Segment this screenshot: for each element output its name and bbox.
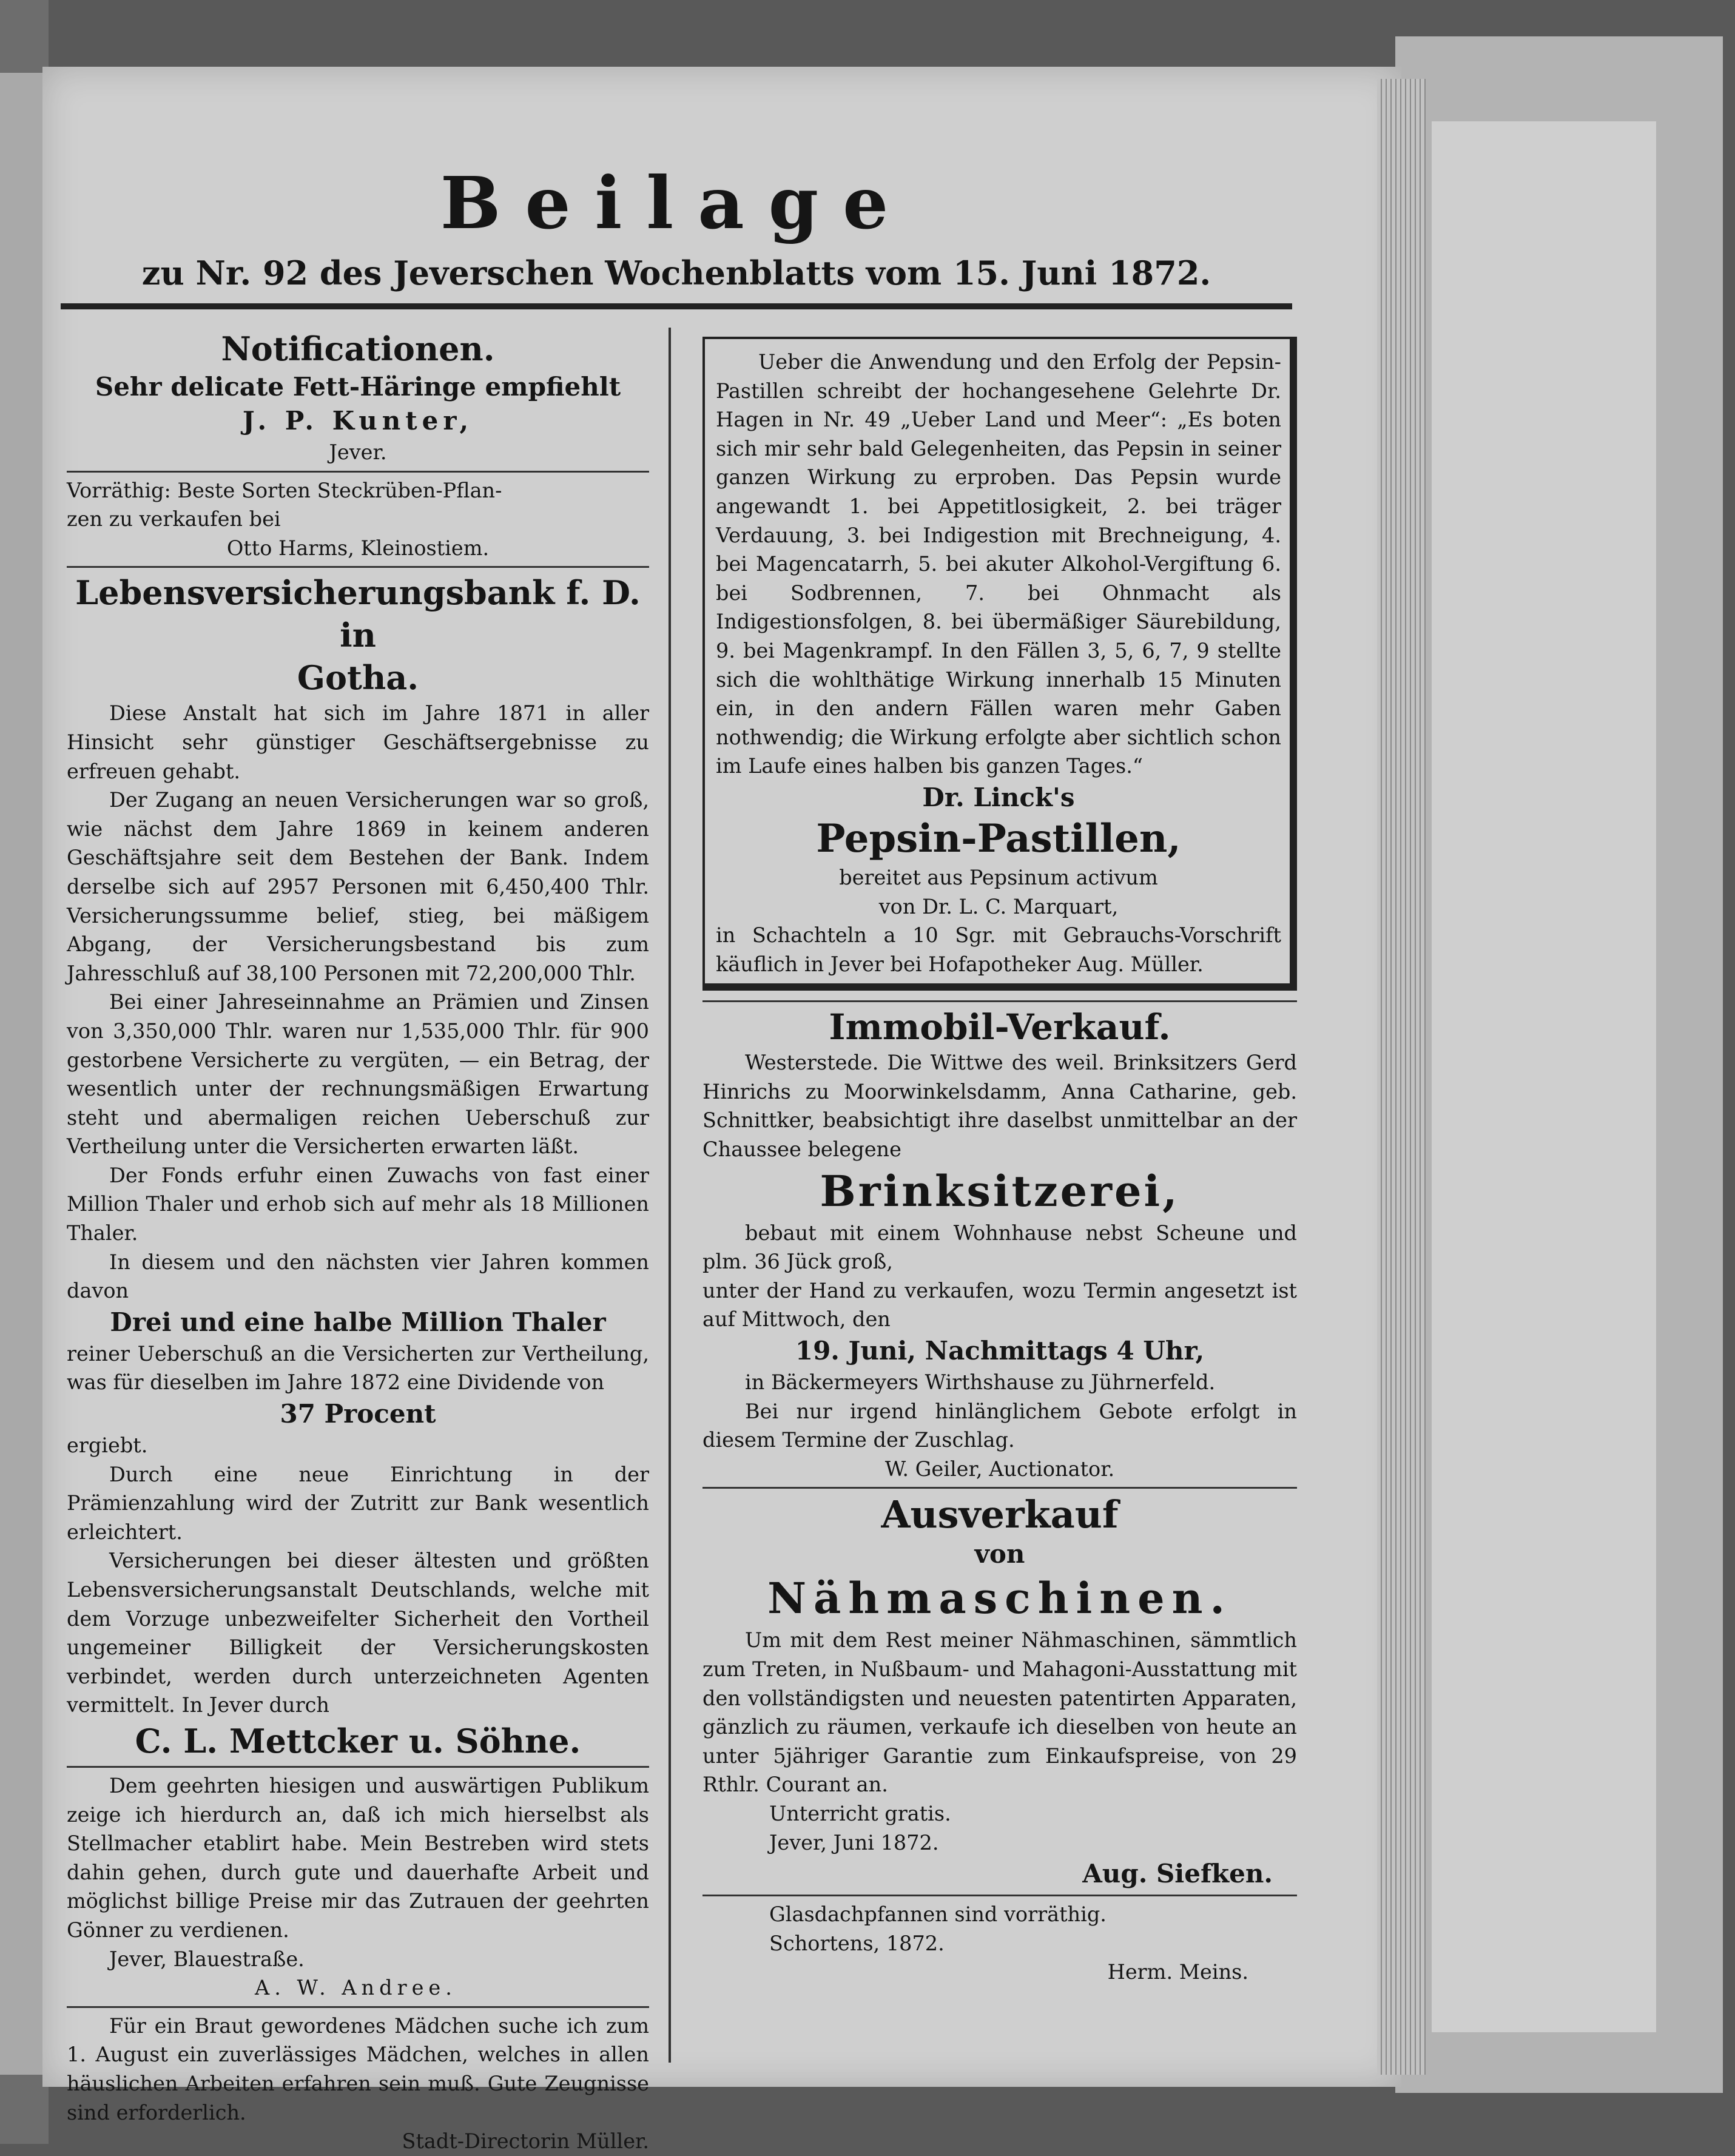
right-column: [702, 337, 1297, 1987]
separator-rule: [67, 1766, 649, 1768]
separator-rule: [702, 1000, 1297, 1002]
braut-paragraph: Für ein Braut gewordenes Mädchen suche ich zum 1. August ein zuverlässiges Mädchen, welches in allen häuslichen Arbeiten erfahren sein muß. Gute Zeugnisse sind erforderlich.: [67, 2013, 649, 2124]
braut-signature: Stadt-Directorin Müller.: [402, 2129, 649, 2154]
bank-paragraph: Diese Anstalt hat sich im Jahre 1871 in aller Hinsicht sehr günstiger Geschäftsergebnisse zu erfreuen gehabt.: [67, 701, 649, 783]
pepsin-title: Pepsin-Pastillen,: [816, 815, 1181, 861]
bank-heading-line-2: Gotha.: [297, 658, 419, 698]
bank-paragraph: Der Zugang an neuen Versicherungen war so groß, wie nächst dem Jahre 1869 in keinem anderen Geschäftsjahre seit dem Bestehen der Bank. Indem derselbe sich auf 2957 Personen mit 6,450,400 Thlr. Versicherungssumme belief, stieg, bei mäßigem Abgang, der Versicherungsbestand bis zum Jahresschluß auf 38,100 Personen mit 72,200,000 Thlr.: [67, 788, 649, 985]
ausverkauf-signature: Aug. Siefken.: [1082, 1859, 1273, 1889]
immobil-paragraph: unter der Hand zu verkaufen, wozu Termin angesetzt ist auf Mittwoch, den: [702, 1278, 1297, 1332]
stellmacher-paragraph: Dem geehrten hiesigen und auswärtigen Publikum zeige ich hierdurch an, daß ich mich hierselbst als Stellmacher etablirt habe. Mein Bestreben wird stets dahin gehen, durch gute und dauerhafte Arbeit und möglichst billige Preise mir das Zutrauen der geehrten Gönner zu verdienen.: [67, 1773, 649, 1942]
bank-paragraph: Der Fonds erfuhr einen Zuwachs von fast einer Million Thaler und erhob sich auf mehr als 18 Millionen Thaler.: [67, 1163, 649, 1245]
separator-rule: [702, 1487, 1297, 1489]
glasdach-signature: Herm. Meins.: [1107, 1960, 1248, 1984]
ausverkauf-paragraph: Um mit dem Rest meiner Nähmaschinen, sämmtlich zum Treten, in Nußbaum- und Mahagoni-Ausstattung mit den vollständigsten und neuesten patentirten Apparaten, gänzlich zu räumen, verkaufe ich dieselben von heute an unter 5jähriger Garantie zum Einkaufspreise, von 29 Rthlr. Courant an.: [702, 1628, 1297, 1797]
bank-paragraph: Durch eine neue Einrichtung in der Prämienzahlung wird der Zutritt zur Bank wesentlich erleichtert.: [67, 1462, 649, 1544]
ausverkauf-heading: Ausverkauf: [881, 1492, 1119, 1537]
separator-rule: [67, 2006, 649, 2008]
bank-paragraph: Bei einer Jahreseinnahme an Prämien und Zinsen von 3,350,000 Thlr. waren nur 1,535,000 Thlr. für 900 gestorbene Versicherte zu vergüten, — ein Betrag, der wesentlich unter der rechnungsmäßigen Erwartung steht und abermaligen reichen Ueberschuß zur Vertheilung unter die Versicherten erwarten läßt.: [67, 990, 649, 1159]
vorraethig-line-2: zen zu verkaufen bei: [67, 507, 281, 531]
pepsin-brand: Dr. Linck's: [922, 782, 1075, 812]
masthead-rule: [61, 303, 1292, 309]
bank-paragraph: ergiebt.: [67, 1433, 148, 1458]
vorraethig-signature: Otto Harms, Kleinostiem.: [226, 536, 490, 560]
notifications-heading: Notificationen.: [221, 329, 495, 368]
immobil-paragraph: Westerstede. Die Wittwe des weil. Brinksitzers Gerd Hinrichs zu Moorwinkelsdamm, Anna Catharine, geb. Schnittker, beabsichtigt ihre daselbst unmittelbar an der Chaussee belegene: [702, 1051, 1297, 1162]
vorraethig-line-1: Vorräthig: Beste Sorten Steckrüben-Pflan-: [67, 478, 502, 502]
glasdach-place: Schortens, 1872.: [769, 1931, 945, 1955]
separator-rule: [67, 471, 649, 473]
immobil-signature: W. Geiler, Auctionator.: [884, 1457, 1115, 1481]
immobil-paragraph: bebaut mit einem Wohnhause nebst Scheune und plm. 36 Jück groß,: [702, 1221, 1297, 1274]
ausverkauf-highlight: Nähmaschinen.: [767, 1573, 1232, 1624]
immobil-heading: Immobil-Verkauf.: [829, 1006, 1171, 1048]
bank-agent: C. L. Mettcker u. Söhne.: [135, 1721, 581, 1760]
bank-highlight: Drei und eine halbe Million Thaler: [110, 1307, 606, 1337]
hering-ad-place: Jever.: [329, 440, 387, 464]
previous-page-edge: [0, 73, 42, 2075]
separator-rule: [702, 1895, 1297, 1896]
left-column: [67, 328, 649, 2156]
bank-paragraph: In diesem und den nächsten vier Jahren kommen davon: [67, 1250, 649, 1303]
page-stack-edges: [1377, 79, 1426, 2075]
pepsin-paragraph: Ueber die Anwendung und den Erfolg der Pepsin-Pastillen schreibt der hochangesehene Gelehrte Dr. Hagen in Nr. 49 „Ueber Land und Meer“: „Es boten sich mir sehr bald Gelegenheiten, das Pepsin in seiner ganzen Wirkung zu erproben. Das Pepsin wurde angewandt 1. bei Appetitlosigkeit, 2. bei träger Verdauung, 3. bei Indigestion mit Brechneigung, 4. bei Magencatarrh, 5. bei akuter Alkohol-Vergiftung 6. bei Sodbrennen, 7. bei Ohnmacht als Indigestionsfolgen, 8. bei übermäßiger Säurebildung, 9. bei Magenkrampf. In den Fällen 3, 5, 6, 7, 9 stellte sich die wohlthätige Wirkung innerhalb 15 Minuten ein, in den andern Fällen waren mehr Gaben nothwendig; die Wirkung erfolgte aber sichtlich schon im Laufe eines halben bis ganzen Tages.“: [716, 350, 1281, 778]
stellmacher-place: Jever, Blauestraße.: [109, 1947, 305, 1971]
bank-paragraph: Versicherungen bei dieser ältesten und größten Lebensversicherungsanstalt Deutschlands, welche mit dem Vorzuge unbezweifelter Sicherheit den Vortheil ungemeiner Billigkeit der Versicherungskosten verbindet, werden durch unterzeichneten Agenten vermittelt. In Jever durch: [67, 1549, 649, 1717]
glasdach-line: Glasdachpfannen sind vorräthig.: [769, 1902, 1107, 1927]
bank-percent: 37 Procent: [280, 1399, 436, 1429]
pepsin-line: bereitet aus Pepsinum activum: [839, 865, 1158, 889]
hering-ad-name: J. P. Kunter,: [242, 406, 474, 436]
stellmacher-signature: A. W. Andree.: [255, 1976, 457, 2000]
ausverkauf-line: Jever, Juni 1872.: [769, 1830, 939, 1854]
ausverkauf-von: von: [974, 1539, 1025, 1569]
bank-heading-line-1: Lebensversicherungsbank f. D. in: [75, 573, 641, 655]
pepsin-line: von Dr. L. C. Marquart,: [878, 894, 1119, 918]
immobil-date: 19. Juni, Nachmittags 4 Uhr,: [795, 1336, 1205, 1366]
hering-ad-line: Sehr delicate Fett-Häringe empfiehlt: [95, 372, 621, 402]
pepsin-ad-box: [702, 337, 1297, 991]
separator-rule: [67, 566, 649, 568]
ausverkauf-line: Unterricht gratis.: [769, 1801, 951, 1825]
masthead: [61, 158, 1292, 297]
immobil-highlight: Brinksitzerei,: [820, 1165, 1180, 1216]
pepsin-line: in Schachteln a 10 Sgr. mit Gebrauchs-Vorschrift käuflich in Jever bei Hofapotheker Aug. Müller.: [716, 923, 1281, 976]
column-divider: [669, 328, 671, 2063]
masthead-title: Beilage: [440, 161, 913, 245]
masthead-subtitle: zu Nr. 92 des Jeverschen Wochenblatts vom 15. Juni 1872.: [141, 254, 1211, 292]
immobil-paragraph: Bei nur irgend hinlänglichem Gebote erfolgt in diesem Termine der Zuschlag.: [702, 1399, 1297, 1452]
immobil-paragraph: in Bäckermeyers Wirthshause zu Jührnerfeld.: [745, 1370, 1216, 1395]
book-cover-inner: [1432, 121, 1656, 2032]
bank-paragraph: reiner Ueberschuß an die Versicherten zur Vertheilung, was für dieselben im Jahre 1872 eine Dividende von: [67, 1341, 649, 1395]
